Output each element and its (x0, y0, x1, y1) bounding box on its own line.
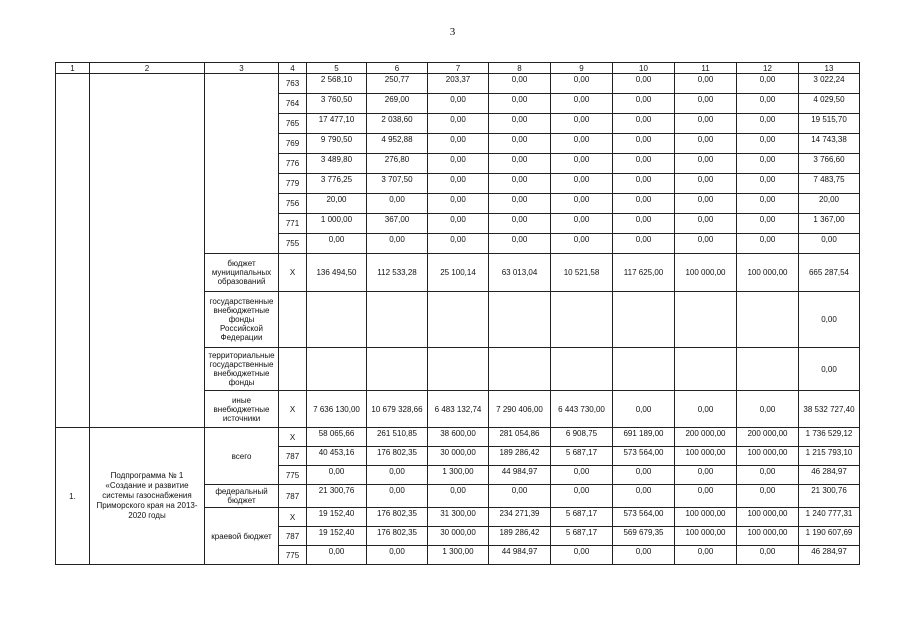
column-header: 2 (90, 63, 205, 74)
value-cell: 0,00 (675, 485, 737, 508)
value-cell: 234 271,39 (489, 508, 551, 527)
empty-cell (675, 292, 737, 348)
value-cell: 0,00 (551, 214, 613, 234)
value-cell: 2 038,60 (367, 114, 428, 134)
value-cell: 0,00 (551, 174, 613, 194)
budget-table (55, 62, 860, 565)
value-cell: 0,00 (428, 94, 489, 114)
value-cell: 0,00 (307, 546, 367, 565)
value-cell: 0,00 (737, 94, 799, 114)
column-header: 11 (675, 63, 737, 74)
value-cell: 7 290 406,00 (489, 391, 551, 428)
value-cell: 0,00 (367, 466, 428, 485)
value-cell: 7 636 130,00 (307, 391, 367, 428)
row-label: федеральный бюджет (205, 485, 279, 508)
value-cell: 38 600,00 (428, 428, 489, 447)
value-cell: 0,00 (675, 466, 737, 485)
empty-cell (613, 348, 675, 391)
empty-cell (613, 292, 675, 348)
budget-code: X (279, 254, 307, 292)
value-cell: 0,00 (551, 234, 613, 254)
value-cell: 0,00 (737, 391, 799, 428)
value-cell: 276,80 (367, 154, 428, 174)
empty-cell (367, 348, 428, 391)
value-cell: 1 000,00 (307, 214, 367, 234)
value-cell: 136 494,50 (307, 254, 367, 292)
column-header: 12 (737, 63, 799, 74)
budget-code: X (279, 391, 307, 428)
value-cell: 0,00 (489, 485, 551, 508)
value-cell: 3 707,50 (367, 174, 428, 194)
value-cell: 19 152,40 (307, 508, 367, 527)
value-cell: 40 453,16 (307, 447, 367, 466)
column-header: 4 (279, 63, 307, 74)
value-cell: 3 022,24 (799, 74, 860, 94)
value-cell: 0,00 (737, 194, 799, 214)
value-cell: 6 908,75 (551, 428, 613, 447)
value-cell: 0,00 (799, 292, 860, 348)
value-cell: 0,00 (428, 114, 489, 134)
value-cell: 0,00 (613, 154, 675, 174)
value-cell: 0,00 (737, 174, 799, 194)
value-cell: 6 443 730,00 (551, 391, 613, 428)
value-cell: 0,00 (613, 134, 675, 154)
value-cell: 1 300,00 (428, 466, 489, 485)
value-cell: 0,00 (737, 485, 799, 508)
row-label: иные внебюджетные источники (205, 391, 279, 428)
budget-code: 765 (279, 114, 307, 134)
empty-cell (428, 348, 489, 391)
value-cell: 21 300,76 (799, 485, 860, 508)
value-cell: 0,00 (489, 134, 551, 154)
value-cell: 30 000,00 (428, 527, 489, 546)
empty-cell (737, 348, 799, 391)
value-cell: 0,00 (737, 234, 799, 254)
value-cell: 5 687,17 (551, 447, 613, 466)
page-number: 3 (449, 26, 456, 38)
value-cell: 46 284,97 (799, 466, 860, 485)
empty-cell (279, 348, 307, 391)
value-cell: 100 000,00 (675, 508, 737, 527)
value-cell: 691 189,00 (613, 428, 675, 447)
empty-cell (279, 292, 307, 348)
table-row (56, 63, 860, 74)
value-cell: 0,00 (613, 194, 675, 214)
value-cell: 117 625,00 (613, 254, 675, 292)
value-cell: 0,00 (367, 194, 428, 214)
value-cell: 21 300,76 (307, 485, 367, 508)
budget-code: 776 (279, 154, 307, 174)
budget-code: 763 (279, 74, 307, 94)
value-cell: 0,00 (489, 174, 551, 194)
column-header: 5 (307, 63, 367, 74)
budget-code: 769 (279, 134, 307, 154)
value-cell: 14 743,38 (799, 134, 860, 154)
value-cell: 25 100,14 (428, 254, 489, 292)
value-cell: 0,00 (428, 234, 489, 254)
budget-code: 775 (279, 466, 307, 485)
value-cell: 569 679,35 (613, 527, 675, 546)
value-cell: 0,00 (737, 466, 799, 485)
value-cell: 203,37 (428, 74, 489, 94)
value-cell: 9 790,50 (307, 134, 367, 154)
value-cell: 176 802,35 (367, 447, 428, 466)
budget-code: X (279, 428, 307, 447)
value-cell: 3 489,80 (307, 154, 367, 174)
column-header: 7 (428, 63, 489, 74)
value-cell: 0,00 (428, 174, 489, 194)
value-cell: 573 564,00 (613, 508, 675, 527)
budget-code: 756 (279, 194, 307, 214)
value-cell: 19 152,40 (307, 527, 367, 546)
empty-cell (56, 74, 90, 428)
value-cell: 100 000,00 (675, 447, 737, 466)
value-cell: 0,00 (613, 391, 675, 428)
value-cell: 0,00 (428, 194, 489, 214)
subprogram-title: Подпрограмма № 1 «Создание и развитие системы газоснабжения Приморского края на 2013-2020 годы (90, 428, 205, 565)
value-cell: 17 477,10 (307, 114, 367, 134)
value-cell: 0,00 (367, 234, 428, 254)
value-cell: 0,00 (675, 174, 737, 194)
value-cell: 0,00 (613, 94, 675, 114)
value-cell: 0,00 (737, 546, 799, 565)
value-cell: 2 568,10 (307, 74, 367, 94)
value-cell: 0,00 (551, 485, 613, 508)
value-cell: 1 190 607,69 (799, 527, 860, 546)
value-cell: 0,00 (737, 74, 799, 94)
budget-code: X (279, 508, 307, 527)
value-cell: 176 802,35 (367, 508, 428, 527)
column-header: 3 (205, 63, 279, 74)
value-cell: 10 521,58 (551, 254, 613, 292)
value-cell: 0,00 (613, 174, 675, 194)
value-cell: 367,00 (367, 214, 428, 234)
value-cell: 200 000,00 (675, 428, 737, 447)
row-number: 1. (56, 428, 90, 565)
value-cell: 0,00 (551, 194, 613, 214)
value-cell: 0,00 (613, 74, 675, 94)
value-cell: 0,00 (675, 74, 737, 94)
value-cell: 0,00 (675, 114, 737, 134)
column-header: 10 (613, 63, 675, 74)
value-cell: 1 215 793,10 (799, 447, 860, 466)
value-cell: 0,00 (489, 234, 551, 254)
value-cell: 665 287,54 (799, 254, 860, 292)
value-cell: 0,00 (307, 466, 367, 485)
budget-code: 764 (279, 94, 307, 114)
row-label: бюджет муниципальных образований (205, 254, 279, 292)
empty-cell (489, 292, 551, 348)
value-cell: 0,00 (551, 94, 613, 114)
value-cell: 0,00 (551, 114, 613, 134)
budget-code: 787 (279, 527, 307, 546)
budget-code: 787 (279, 447, 307, 466)
table-row (56, 428, 860, 447)
value-cell: 1 240 777,31 (799, 508, 860, 527)
value-cell: 0,00 (367, 485, 428, 508)
value-cell: 0,00 (613, 546, 675, 565)
value-cell: 1 300,00 (428, 546, 489, 565)
value-cell: 0,00 (613, 485, 675, 508)
value-cell: 0,00 (489, 114, 551, 134)
table-row (56, 74, 860, 94)
empty-cell (307, 348, 367, 391)
value-cell: 0,00 (489, 94, 551, 114)
value-cell: 0,00 (489, 74, 551, 94)
value-cell: 30 000,00 (428, 447, 489, 466)
value-cell: 3 776,25 (307, 174, 367, 194)
value-cell: 0,00 (551, 466, 613, 485)
value-cell: 5 687,17 (551, 527, 613, 546)
value-cell: 0,00 (551, 546, 613, 565)
value-cell: 100 000,00 (675, 254, 737, 292)
budget-code: 787 (279, 485, 307, 508)
value-cell: 20,00 (799, 194, 860, 214)
value-cell: 0,00 (737, 114, 799, 134)
value-cell: 0,00 (613, 234, 675, 254)
value-cell: 0,00 (675, 546, 737, 565)
empty-cell (489, 348, 551, 391)
budget-code: 779 (279, 174, 307, 194)
column-header: 1 (56, 63, 90, 74)
value-cell: 250,77 (367, 74, 428, 94)
value-cell: 4 029,50 (799, 94, 860, 114)
value-cell: 5 687,17 (551, 508, 613, 527)
value-cell: 269,00 (367, 94, 428, 114)
value-cell: 7 483,75 (799, 174, 860, 194)
value-cell: 281 054,86 (489, 428, 551, 447)
value-cell: 44 984,97 (489, 466, 551, 485)
value-cell: 112 533,28 (367, 254, 428, 292)
value-cell: 0,00 (428, 214, 489, 234)
value-cell: 0,00 (799, 348, 860, 391)
value-cell: 0,00 (551, 154, 613, 174)
budget-code: 775 (279, 546, 307, 565)
budget-code: 755 (279, 234, 307, 254)
value-cell: 0,00 (489, 154, 551, 174)
value-cell: 10 679 328,66 (367, 391, 428, 428)
value-cell: 100 000,00 (737, 527, 799, 546)
value-cell: 261 510,85 (367, 428, 428, 447)
empty-cell (675, 348, 737, 391)
value-cell: 100 000,00 (737, 254, 799, 292)
value-cell: 0,00 (613, 466, 675, 485)
value-cell: 200 000,00 (737, 428, 799, 447)
value-cell: 0,00 (675, 94, 737, 114)
column-header: 8 (489, 63, 551, 74)
value-cell: 58 065,66 (307, 428, 367, 447)
value-cell: 0,00 (799, 234, 860, 254)
value-cell: 44 984,97 (489, 546, 551, 565)
value-cell: 189 286,42 (489, 527, 551, 546)
value-cell: 0,00 (737, 134, 799, 154)
empty-cell (307, 292, 367, 348)
empty-cell (551, 348, 613, 391)
value-cell: 0,00 (428, 154, 489, 174)
empty-cell (90, 74, 205, 428)
value-cell: 0,00 (428, 485, 489, 508)
value-cell: 6 483 132,74 (428, 391, 489, 428)
value-cell: 189 286,42 (489, 447, 551, 466)
value-cell: 0,00 (551, 134, 613, 154)
value-cell: 0,00 (675, 134, 737, 154)
value-cell: 0,00 (551, 74, 613, 94)
value-cell: 0,00 (307, 234, 367, 254)
value-cell: 20,00 (307, 194, 367, 214)
value-cell: 0,00 (737, 154, 799, 174)
value-cell: 0,00 (489, 214, 551, 234)
row-label: территориальные государственные внебюджетные фонды (205, 348, 279, 391)
empty-cell (737, 292, 799, 348)
value-cell: 0,00 (737, 214, 799, 234)
row-label: государственные внебюджетные фонды Российской Федерации (205, 292, 279, 348)
value-cell: 63 013,04 (489, 254, 551, 292)
value-cell: 1 736 529,12 (799, 428, 860, 447)
column-header: 9 (551, 63, 613, 74)
empty-cell (367, 292, 428, 348)
column-header: 6 (367, 63, 428, 74)
row-label: всего (205, 428, 279, 485)
column-header: 13 (799, 63, 860, 74)
value-cell: 1 367,00 (799, 214, 860, 234)
value-cell: 0,00 (675, 194, 737, 214)
value-cell: 31 300,00 (428, 508, 489, 527)
value-cell: 100 000,00 (675, 527, 737, 546)
budget-code: 771 (279, 214, 307, 234)
value-cell: 100 000,00 (737, 508, 799, 527)
empty-cell (428, 292, 489, 348)
value-cell: 0,00 (428, 134, 489, 154)
value-cell: 176 802,35 (367, 527, 428, 546)
value-cell: 46 284,97 (799, 546, 860, 565)
empty-cell (205, 74, 279, 254)
value-cell: 3 760,50 (307, 94, 367, 114)
row-label: краевой бюджет (205, 508, 279, 565)
value-cell: 0,00 (675, 214, 737, 234)
value-cell: 3 766,60 (799, 154, 860, 174)
empty-cell (551, 292, 613, 348)
value-cell: 0,00 (675, 234, 737, 254)
value-cell: 0,00 (675, 391, 737, 428)
value-cell: 0,00 (613, 214, 675, 234)
value-cell: 0,00 (489, 194, 551, 214)
value-cell: 0,00 (675, 154, 737, 174)
value-cell: 0,00 (367, 546, 428, 565)
value-cell: 100 000,00 (737, 447, 799, 466)
value-cell: 19 515,70 (799, 114, 860, 134)
value-cell: 573 564,00 (613, 447, 675, 466)
value-cell: 4 952,88 (367, 134, 428, 154)
value-cell: 0,00 (613, 114, 675, 134)
value-cell: 38 532 727,40 (799, 391, 860, 428)
